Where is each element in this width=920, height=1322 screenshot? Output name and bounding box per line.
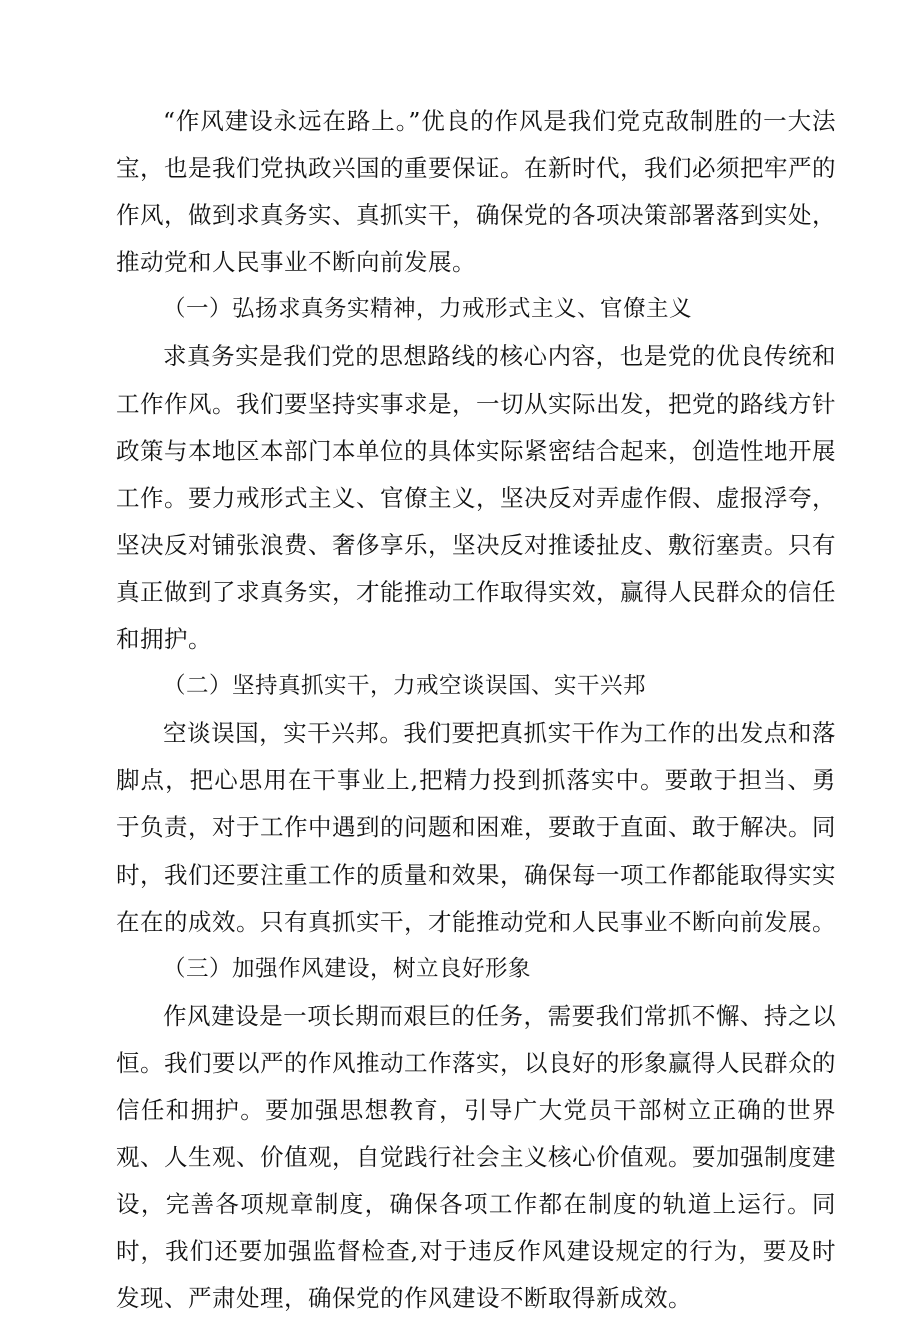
section-2-paragraph: 空谈误国，实干兴邦。我们要把真抓实干作为工作的出发点和落脚点，把心思用在干事业上,把精力投到抓落实中。要敢于担当、勇于负责，对于工作中遇到的问题和困难，要敢于直面、敢于解决。同时，我们还要注重工作的质量和效果，确保每一项工作都能取得实实在在的成效。只有真抓实干，才能推动党和人民事业不断向前发展。 [116, 719, 836, 936]
section-2-heading: （二）坚持真抓实干，力戒空谈误国、实干兴邦 [163, 673, 647, 700]
section-1-paragraph: 求真务实是我们党的思想路线的核心内容，也是党的优良传统和工作作风。我们要坚持实事求是，一切从实际出发，把党的路线方针政策与本地区本部门本单位的具体实际紧密结合起来，创造性地开展工作。要力戒形式主义、官僚主义，坚决反对弄虚作假、虚报浮夸，坚决反对铺张浪费、奢侈享乐，坚决反对推诿扯皮、敷衍塞责。只有真正做到了求真务实，才能推动工作取得实效，赢得人民群众的信任和拥护。 [116, 342, 836, 654]
document-body [116, 98, 836, 1322]
section-1-heading: （一）弘扬求真务实精神，力戒形式主义、官僚主义 [163, 296, 693, 323]
section-3-heading: （三）加强作风建设，树立良好形象 [163, 955, 532, 982]
section-3-paragraph: 作风建设是一项长期而艰巨的任务，需要我们常抓不懈、持之以恒。我们要以严的作风推动工作落实，以良好的形象赢得人民群众的信任和拥护。要加强思想教育，引导广大党员干部树立正确的世界观、人生观、价值观，自觉践行社会主义核心价值观。要加强制度建设，完善各项规章制度，确保各项工作都在制度的轨道上运行。同时，我们还要加强监督检查,对于违反作风建设规定的行为，要及时发现、严肃处理，确保党的作风建设不断取得新成效。 [116, 1001, 836, 1313]
intro-paragraph: “作风建设永远在路上。”优良的作风是我们党克敌制胜的一大法宝，也是我们党执政兴国的重要保证。在新时代，我们必须把牢严的作风，做到求真务实、真抓实干，确保党的各项决策部署落到实处，推动党和人民事业不断向前发展。 [116, 107, 836, 277]
